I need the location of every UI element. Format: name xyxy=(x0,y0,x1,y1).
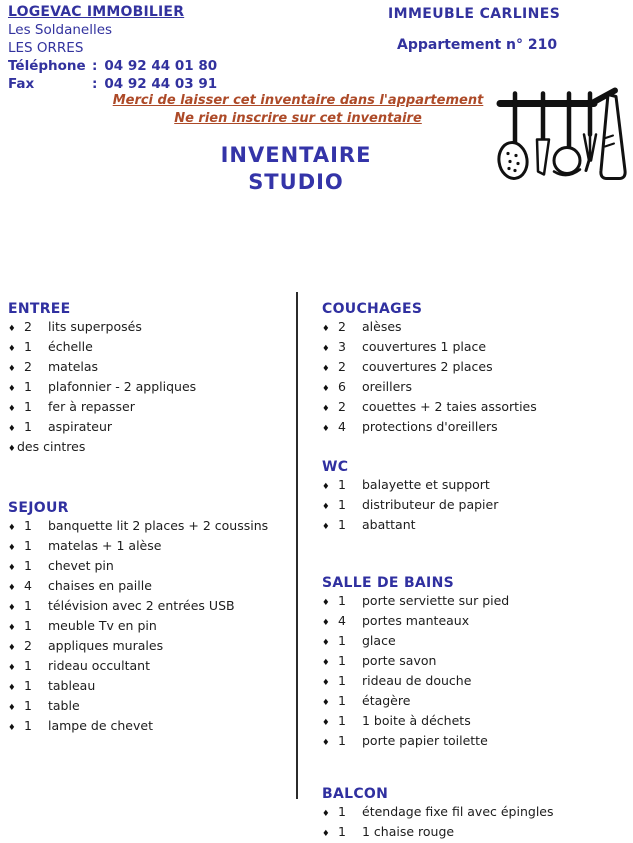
inventory-item xyxy=(322,652,628,672)
diamond-bullet-icon: ♦ xyxy=(8,404,16,414)
item-quantity: 1 xyxy=(338,653,346,668)
diamond-bullet-icon: ♦ xyxy=(322,522,330,532)
item-label: appliques murales xyxy=(48,638,164,653)
diamond-bullet-icon: ♦ xyxy=(8,324,16,334)
inventory-item xyxy=(322,318,628,338)
building-name: IMMEUBLE CARLINES xyxy=(388,6,561,22)
item-quantity: 1 xyxy=(24,538,32,553)
diamond-bullet-icon: ♦ xyxy=(322,364,330,374)
inventory-item xyxy=(8,517,290,537)
diamond-bullet-icon: ♦ xyxy=(322,678,330,688)
diamond-bullet-icon: ♦ xyxy=(322,618,330,628)
item-quantity: 1 xyxy=(24,379,32,394)
inventory-section xyxy=(322,574,628,752)
inventory-item xyxy=(8,577,290,597)
item-label: matelas xyxy=(48,359,99,374)
inventory-section xyxy=(322,785,628,843)
notice-line-2: Ne rien inscrire sur cet inventaire xyxy=(174,111,422,126)
diamond-bullet-icon: ♦ xyxy=(322,344,330,354)
item-quantity: 1 xyxy=(24,419,32,434)
diamond-bullet-icon: ♦ xyxy=(322,698,330,708)
item-label: 1 boite à déchets xyxy=(362,713,471,728)
inventory-section xyxy=(322,458,628,536)
diamond-bullet-icon: ♦ xyxy=(8,344,16,354)
agency-name: LOGEVAC IMMOBILIER xyxy=(8,4,185,20)
inventory-item xyxy=(8,717,290,737)
inventory-item xyxy=(8,438,290,458)
item-quantity: 1 xyxy=(338,633,346,648)
inventory-item xyxy=(322,612,628,632)
title-line-2: STUDIO xyxy=(248,170,344,194)
item-label: glace xyxy=(362,633,396,648)
item-quantity: 2 xyxy=(24,638,32,653)
notice-line-1: Merci de laisser cet inventaire dans l'appartement xyxy=(112,93,484,108)
inventory-item xyxy=(322,516,628,536)
inventory-section xyxy=(322,300,628,438)
inventory-item xyxy=(8,537,290,557)
item-quantity: 4 xyxy=(338,419,346,434)
item-quantity: 6 xyxy=(338,379,346,394)
item-label: chaises en paille xyxy=(48,578,152,593)
diamond-bullet-icon: ♦ xyxy=(322,658,330,668)
inventory-item xyxy=(322,732,628,752)
diamond-bullet-icon: ♦ xyxy=(8,444,16,454)
inventory-item xyxy=(8,697,290,717)
item-quantity: 1 xyxy=(24,518,32,533)
section-heading: ENTREE xyxy=(8,301,71,317)
item-quantity: 1 xyxy=(338,733,346,748)
inventory-column-right xyxy=(322,300,628,843)
diamond-bullet-icon: ♦ xyxy=(8,723,16,733)
item-quantity: 2 xyxy=(24,319,32,334)
diamond-bullet-icon: ♦ xyxy=(322,424,330,434)
inventory-item xyxy=(322,712,628,732)
diamond-bullet-icon: ♦ xyxy=(322,738,330,748)
item-label: portes manteaux xyxy=(362,613,470,628)
inventory-item xyxy=(322,378,628,398)
diamond-bullet-icon: ♦ xyxy=(322,718,330,728)
agency-city: LES ORRES xyxy=(8,40,84,56)
item-label: 1 chaise rouge xyxy=(362,824,455,839)
inventory-item xyxy=(322,496,628,516)
item-quantity: 1 xyxy=(338,497,346,512)
inventory-section xyxy=(8,300,290,458)
fax-number: 04 92 44 03 91 xyxy=(104,76,218,92)
diamond-bullet-icon: ♦ xyxy=(8,703,16,713)
diamond-bullet-icon: ♦ xyxy=(322,324,330,334)
inventory-item xyxy=(322,632,628,652)
inventory-item xyxy=(8,617,290,637)
item-label: abattant xyxy=(362,517,416,532)
phone-line xyxy=(8,57,217,75)
inventory-item xyxy=(322,358,628,378)
item-label: porte savon xyxy=(362,653,437,668)
inventory-column-left xyxy=(8,300,290,737)
item-quantity: 2 xyxy=(338,359,346,374)
phone-label: Téléphone xyxy=(8,58,86,74)
item-label: lampe de chevet xyxy=(48,718,153,733)
item-label: étagère xyxy=(362,693,411,708)
inventory-item xyxy=(8,418,290,438)
inventory-item xyxy=(322,672,628,692)
inventory-item xyxy=(8,318,290,338)
diamond-bullet-icon: ♦ xyxy=(8,543,16,553)
diamond-bullet-icon: ♦ xyxy=(322,502,330,512)
inventory-item xyxy=(8,657,290,677)
inventory-item xyxy=(322,338,628,358)
diamond-bullet-icon: ♦ xyxy=(8,643,16,653)
diamond-bullet-icon: ♦ xyxy=(8,523,16,533)
item-label: fer à repasser xyxy=(48,399,135,414)
section-heading: WC xyxy=(322,459,349,475)
fax-line xyxy=(8,75,217,93)
diamond-bullet-icon: ♦ xyxy=(8,364,16,374)
item-quantity: 1 xyxy=(24,658,32,673)
section-heading: COUCHAGES xyxy=(322,301,423,317)
item-label: matelas + 1 alèse xyxy=(48,538,162,553)
diamond-bullet-icon: ♦ xyxy=(322,638,330,648)
inventory-item xyxy=(8,677,290,697)
inventory-item xyxy=(8,358,290,378)
item-label: oreillers xyxy=(362,379,412,394)
item-label: aspirateur xyxy=(48,419,113,434)
item-label: couvertures 1 place xyxy=(362,339,487,354)
agency-residence: Les Soldanelles xyxy=(8,22,113,38)
section-heading: SALLE DE BAINS xyxy=(322,575,454,591)
item-label: chevet pin xyxy=(48,558,114,573)
item-quantity: 1 xyxy=(338,713,346,728)
apartment-number: Appartement n° 210 xyxy=(397,37,558,53)
diamond-bullet-icon: ♦ xyxy=(322,404,330,414)
item-label: des cintres xyxy=(17,439,86,454)
item-quantity: 1 xyxy=(338,804,346,819)
inventory-item xyxy=(8,637,290,657)
diamond-bullet-icon: ♦ xyxy=(8,663,16,673)
document-title xyxy=(0,142,592,196)
item-quantity: 1 xyxy=(338,477,346,492)
diamond-bullet-icon: ♦ xyxy=(8,623,16,633)
item-label: meuble Tv en pin xyxy=(48,618,157,633)
diamond-bullet-icon: ♦ xyxy=(8,603,16,613)
diamond-bullet-icon: ♦ xyxy=(322,809,330,819)
item-quantity: 4 xyxy=(24,578,32,593)
item-label: étendage fixe fil avec épingles xyxy=(362,804,554,819)
item-label: couettes + 2 taies assorties xyxy=(362,399,537,414)
diamond-bullet-icon: ♦ xyxy=(322,384,330,394)
item-label: distributeur de papier xyxy=(362,497,499,512)
item-label: alèses xyxy=(362,319,402,334)
inventory-item xyxy=(322,398,628,418)
section-heading: BALCON xyxy=(322,786,389,802)
inventory-item xyxy=(322,803,628,823)
diamond-bullet-icon: ♦ xyxy=(322,482,330,492)
item-quantity: 4 xyxy=(338,613,346,628)
item-quantity: 1 xyxy=(24,598,32,613)
item-quantity: 1 xyxy=(24,339,32,354)
diamond-bullet-icon: ♦ xyxy=(8,424,16,434)
inventory-item xyxy=(322,592,628,612)
agency-header xyxy=(8,3,217,93)
diamond-bullet-icon: ♦ xyxy=(8,563,16,573)
item-label: porte serviette sur pied xyxy=(362,593,510,608)
item-label: couvertures 2 places xyxy=(362,359,493,374)
building-header xyxy=(388,6,560,53)
item-quantity: 1 xyxy=(338,693,346,708)
fax-separator: : xyxy=(92,76,98,92)
item-quantity: 1 xyxy=(24,558,32,573)
item-quantity: 1 xyxy=(24,618,32,633)
inventory-section xyxy=(8,499,290,737)
diamond-bullet-icon: ♦ xyxy=(8,583,16,593)
item-label: protections d'oreillers xyxy=(362,419,498,434)
title-line-1: INVENTAIRE xyxy=(220,143,372,167)
diamond-bullet-icon: ♦ xyxy=(8,683,16,693)
item-quantity: 1 xyxy=(338,593,346,608)
inventory-item xyxy=(322,692,628,712)
phone-number: 04 92 44 01 80 xyxy=(104,58,218,74)
item-quantity: 1 xyxy=(338,673,346,688)
item-label: plafonnier - 2 appliques xyxy=(48,379,197,394)
diamond-bullet-icon: ♦ xyxy=(322,829,330,839)
diamond-bullet-icon: ♦ xyxy=(322,598,330,608)
item-label: télévision avec 2 entrées USB xyxy=(48,598,235,613)
diamond-bullet-icon: ♦ xyxy=(8,384,16,394)
phone-separator: : xyxy=(92,58,98,74)
item-quantity: 2 xyxy=(338,399,346,414)
inventory-item xyxy=(8,338,290,358)
column-divider xyxy=(296,292,298,799)
item-label: échelle xyxy=(48,339,93,354)
item-label: tableau xyxy=(48,678,96,693)
item-quantity: 3 xyxy=(338,339,346,354)
item-quantity: 2 xyxy=(338,319,346,334)
item-label: banquette lit 2 places + 2 coussins xyxy=(48,518,269,533)
item-label: rideau de douche xyxy=(362,673,472,688)
inventory-item xyxy=(8,597,290,617)
inventory-item xyxy=(8,378,290,398)
inventory-item xyxy=(322,823,628,843)
inventory-item xyxy=(8,398,290,418)
item-quantity: 1 xyxy=(24,698,32,713)
inventory-item xyxy=(322,418,628,438)
item-quantity: 1 xyxy=(24,399,32,414)
item-quantity: 1 xyxy=(24,718,32,733)
item-label: balayette et support xyxy=(362,477,490,492)
item-quantity: 2 xyxy=(24,359,32,374)
item-label: table xyxy=(48,698,80,713)
item-label: rideau occultant xyxy=(48,658,150,673)
item-quantity: 1 xyxy=(24,678,32,693)
item-label: lits superposés xyxy=(48,319,142,334)
item-quantity: 1 xyxy=(338,517,346,532)
inventory-item xyxy=(8,557,290,577)
item-quantity: 1 xyxy=(338,824,346,839)
section-heading: SEJOUR xyxy=(8,500,69,516)
inventory-item xyxy=(322,476,628,496)
item-label: porte papier toilette xyxy=(362,733,488,748)
fax-label: Fax xyxy=(8,76,35,92)
